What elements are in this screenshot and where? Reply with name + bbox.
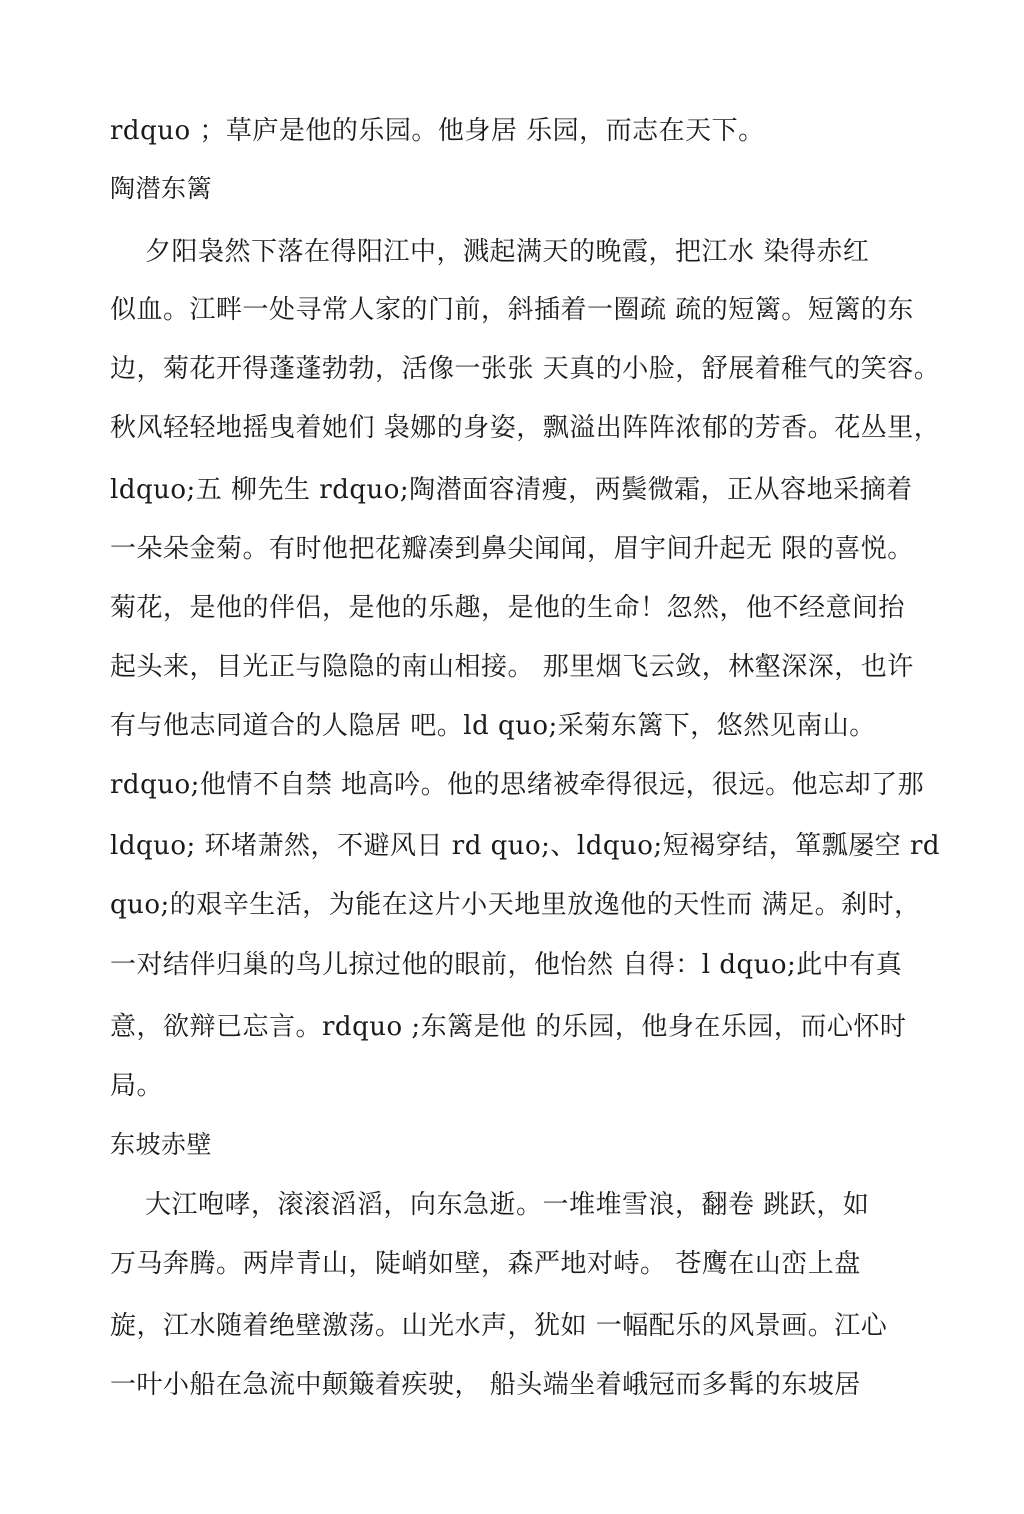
text-line: 一叶小船在急流中颠簸着疾驶， 船头端坐着峨冠而多髯的东坡居 <box>110 1370 861 1400</box>
text-line: 大江咆哮，滚滚滔滔，向东急逝。一堆堆雪浪，翻卷 跳跃，如 <box>110 1190 870 1220</box>
text-line: ldquo; 环堵萧然，不避风日 rd quo;、ldquo;短褐穿结，箪瓢屡空 rd <box>110 831 941 861</box>
text-line: 秋风轻轻地摇曳着她们 袅娜的身姿，飘溢出阵阵浓郁的芳香。花丛里， <box>110 413 941 443</box>
text-line: quo;的艰辛生活，为能在这片小天地里放逸他的天性而 满足。刹时， <box>110 890 921 920</box>
text-line: 意，欲辩已忘言。rdquo ;东篱是他 的乐园，他身在乐园，而心怀时 <box>110 1012 907 1042</box>
text-line: rdquo ；草庐是他的乐园。他身居 乐园，而志在天下。 <box>110 116 765 146</box>
text-line: 旋，江水随着绝壁激荡。山光水声，犹如 一幅配乐的风景画。江心 <box>110 1311 888 1341</box>
text-line: rdquo;他情不自禁 地高吟。他的思绪被牵得很远，很远。他忘却了那 <box>110 770 925 800</box>
text-line: 似血。江畔一处寻常人家的门前，斜插着一圈疏 疏的短篱。短篱的东 <box>110 295 914 325</box>
text-line: 局。 <box>110 1071 164 1101</box>
section-heading-tao-qian: 陶潜东篱 <box>110 174 213 203</box>
text-line: 一朵朵金菊。有时他把花瓣凑到鼻尖闻闻，眉宇间升起无 限的喜悦。 <box>110 534 914 564</box>
section-heading-dongpo: 东坡赤壁 <box>110 1130 213 1159</box>
text-line: 一对结伴归巢的鸟儿掠过他的眼前，他怡然 自得：l dquo;此中有真 <box>110 950 903 980</box>
text-line: ldquo;五 柳先生 rdquo;陶潜面容清瘦，两鬓微霜，正从容地采摘着 <box>110 475 913 505</box>
text-line: 夕阳袅然下落在得阳江中，溅起满天的晚霞，把江水 染得赤红 <box>110 237 870 267</box>
text-line: 边，菊花开得蓬蓬勃勃，活像一张张 天真的小脸，舒展着稚气的笑容。 <box>110 354 941 384</box>
text-line: 起头来，目光正与隐隐的南山相接。 那里烟飞云敛，林壑深深，也许 <box>110 652 914 682</box>
text-line: 万马奔腾。两岸青山，陡峭如壁，森严地对峙。 苍鹰在山峦上盘 <box>110 1249 861 1279</box>
text-line: 有与他志同道合的人隐居 吧。ld quo;采菊东篱下，悠然见南山。 <box>110 711 876 741</box>
text-line: 菊花，是他的伴侣，是他的乐趣，是他的生命！忽然，他不经意间抬 <box>110 593 906 623</box>
